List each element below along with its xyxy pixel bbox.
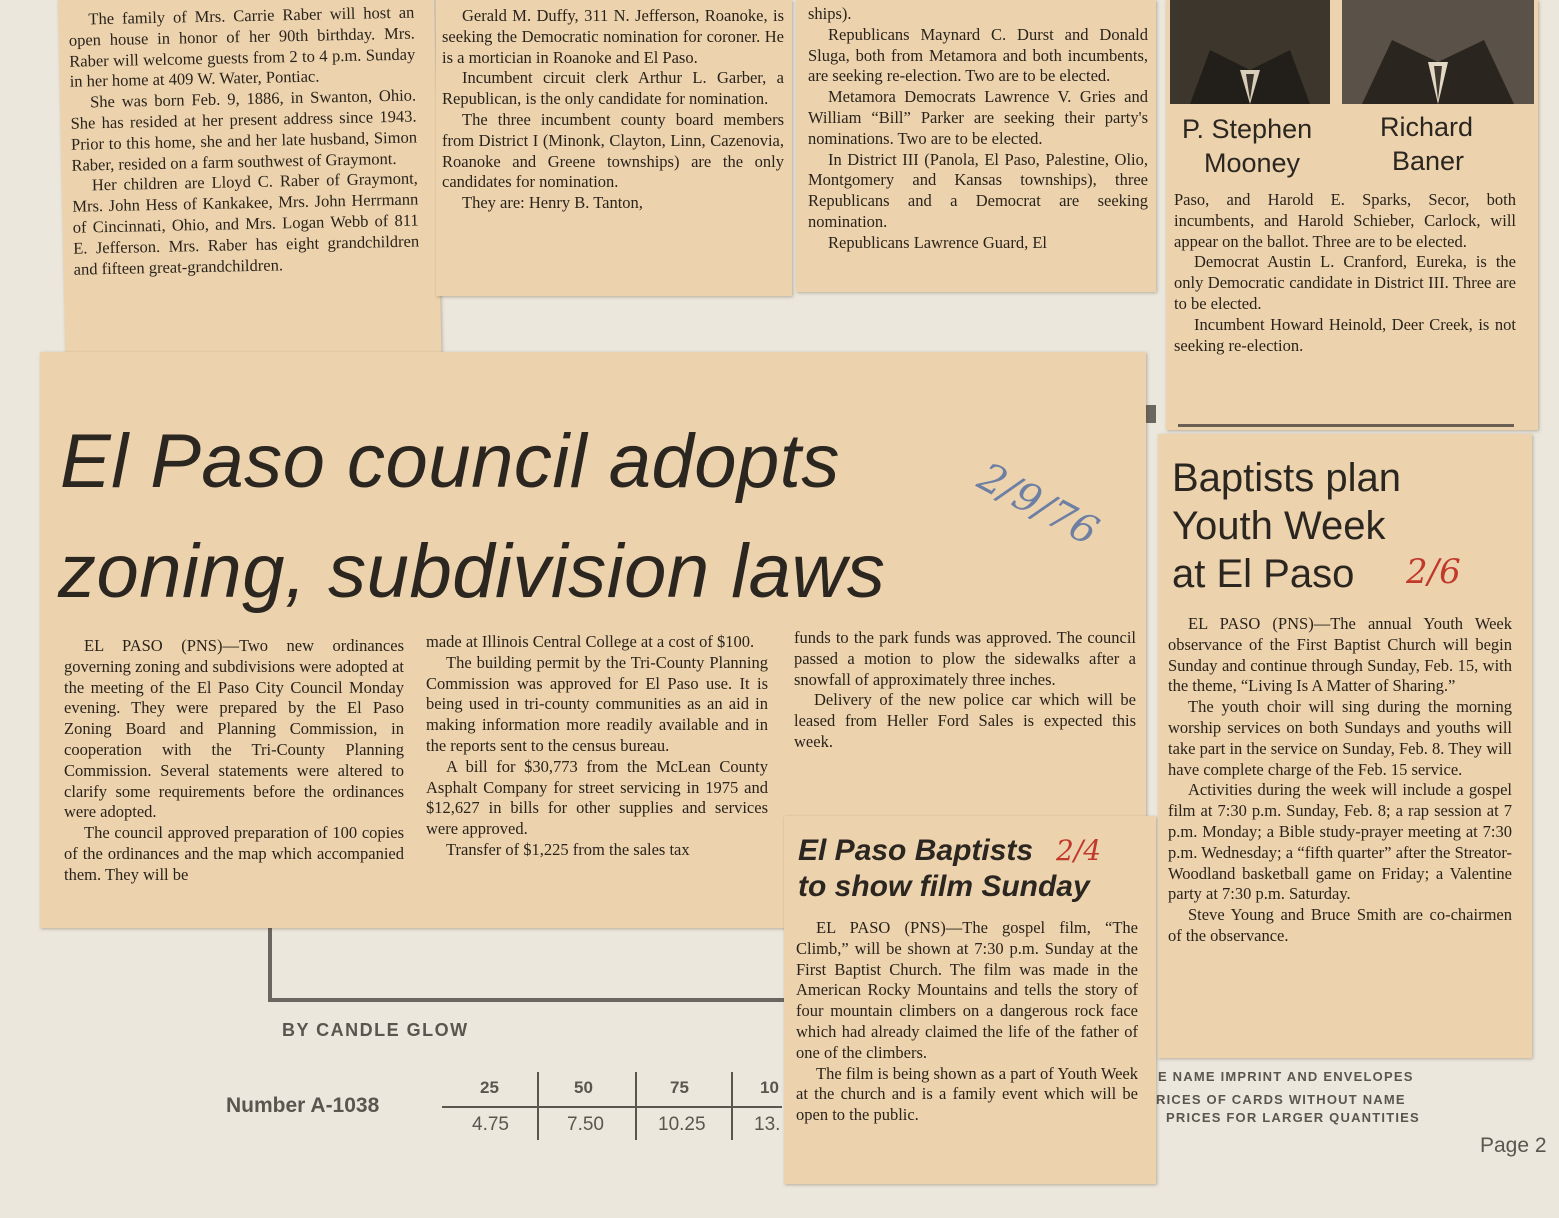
article-paragraph: Incumbent Howard Heinold, Deer Creek, is not seeking re-election. bbox=[1174, 314, 1516, 355]
candidate-name: Baner bbox=[1392, 146, 1465, 176]
handwritten-date: 2/6 bbox=[1406, 552, 1461, 592]
page-number: Page 2 bbox=[1480, 1134, 1547, 1157]
price-value: 4.75 bbox=[472, 1114, 509, 1135]
article-paragraph: Her children are Lloyd C. Raber of Graymont, Mrs. John Hess of Kankakee, Mrs. John Herrmann of Cincinnati, Ohio, and Mrs. Logan Webb of 811 E. Jefferson. Mrs. Raber has eight grandchildren and fifteen great-grandchildren. bbox=[72, 168, 420, 279]
price-value: 10.25 bbox=[658, 1114, 706, 1135]
brand-label: BY CANDLE GLOW bbox=[282, 1020, 469, 1040]
price-table-divider bbox=[731, 1072, 733, 1140]
clipping-candidate-photos bbox=[1166, 0, 1538, 430]
article-paragraph: The council approved preparation of 100 copies of the ordinances and the map which accompanied them. They will be bbox=[64, 823, 404, 884]
price-header: 10 bbox=[760, 1078, 779, 1097]
article-paragraph: made at Illinois Central College at a cost of $100. bbox=[426, 632, 755, 651]
primary-right-body bbox=[808, 4, 1148, 254]
article-paragraph: The building permit by the Tri-County Planning Commission was approved for El Paso use. It is being used in tri-county communities as an aid in making information more readily available and in the reports sent to the census bureau. bbox=[426, 652, 768, 755]
council-column-3 bbox=[794, 628, 1136, 753]
candidate-photo-image bbox=[1342, 0, 1534, 104]
article-paragraph: Gerald M. Duffy, 311 N. Jefferson, Roanoke, is seeking the Democratic nomination for coroner. He is a mortician in Roanoke and El Paso. bbox=[442, 6, 784, 67]
article-paragraph: Steve Young and Bruce Smith are co-chairmen of the observance. bbox=[1168, 905, 1512, 945]
imprint-note: PRICES FOR LARGER QUANTITIES bbox=[1166, 1110, 1420, 1125]
price-table-divider bbox=[537, 1072, 539, 1140]
council-headline: zoning, subdivision laws bbox=[58, 529, 886, 614]
article-paragraph: Republicans Lawrence Guard, El bbox=[828, 232, 1047, 252]
article-paragraph: They are: Henry B. Tanton, bbox=[462, 193, 643, 213]
article-paragraph: funds to the park funds was approved. The council passed a motion to plow the sidewalks after a snowfall of approximately three inches. bbox=[794, 628, 1136, 689]
youth-headline: Baptists plan bbox=[1172, 456, 1402, 500]
article-paragraph: Metamora Democrats Lawrence V. Gries and William “Bill” Parker are seeking their party's nominations. Two are to be elected. bbox=[808, 87, 1148, 148]
article-paragraph: Delivery of the new police car which will be leased from Heller Ford Sales is expected this week. bbox=[794, 690, 1136, 751]
council-headline: El Paso council adopts bbox=[60, 419, 840, 504]
column-rule bbox=[1178, 424, 1514, 427]
candidates-body bbox=[1174, 190, 1516, 356]
clipping-baptists-film bbox=[784, 816, 1156, 1184]
imprint-note: RICES OF CARDS WITHOUT NAME bbox=[1156, 1092, 1406, 1107]
article-paragraph: Paso, and Harold E. Sparks, Secor, both incumbents, and Harold Schieber, Carlock, will appear on the ballot. Three are to be elected. bbox=[1174, 190, 1516, 251]
handwritten-date: 2/4 bbox=[1056, 834, 1102, 867]
article-paragraph: The family of Mrs. Carrie Raber will host an open house in honor of her 90th birthday. Mrs. Raber will welcome guests from 2 to 4 p.m. Sunday in her home at 409 W. Water, Pontiac. bbox=[68, 2, 416, 92]
youth-headline: at El Paso bbox=[1172, 552, 1355, 596]
article-paragraph: Democrat Austin L. Cranford, Eureka, is the only Democratic candidate in District III. Three are to be elected. bbox=[1174, 252, 1516, 313]
film-article-body bbox=[796, 918, 1138, 1126]
film-headline: El Paso Baptists bbox=[798, 834, 1034, 867]
article-paragraph: She was born Feb. 9, 1886, in Swanton, Ohio. She has resided at her present address since 1943. Prior to this home, she and her late husband, Simon Raber, resided on a farm southwest of Graymont. bbox=[70, 85, 418, 175]
raber-article-body bbox=[68, 3, 420, 281]
clipping-primary-candidates bbox=[436, 0, 792, 296]
number-label: Number A-1038 bbox=[226, 1094, 380, 1117]
candidate-photo bbox=[1170, 0, 1330, 104]
candidate-photo bbox=[1342, 0, 1534, 104]
handwritten-date: 2/9/76 bbox=[970, 454, 1106, 556]
primary-middle-body bbox=[442, 6, 784, 214]
article-paragraph: Incumbent circuit clerk Arthur L. Garber, a Republican, is the only candidate for nomination. bbox=[442, 68, 784, 109]
candidate-name: Mooney bbox=[1204, 148, 1301, 178]
article-paragraph: The three incumbent county board members from District I (Minonk, Clayton, Linn, Cazenovia, Roanoke and Greene townships) are the only candidates for nomination. bbox=[442, 109, 784, 192]
article-paragraph: Activities during the week will include a gospel film at 7:30 p.m. Sunday, Feb. 8; a rap session at 7 p.m. Monday; a Bible study-prayer meeting at 7:30 p.m. Wednesday; a “fifth quarter” after the Streator-Woodland basketball game on Friday; a Valentine party at 7:30 p.m. Saturday. bbox=[1168, 780, 1512, 904]
clipping-youth-week bbox=[1158, 434, 1532, 1058]
article-paragraph: Republicans Maynard C. Durst and Donald Sluga, both from Metamora and both incumbents, are seeking re-election. Two are to be elected. bbox=[808, 24, 1148, 86]
council-column-1 bbox=[64, 636, 404, 886]
price-table-divider bbox=[635, 1072, 637, 1140]
article-paragraph: A bill for $30,773 from the McLean County Asphalt Company for street servicing in 1975 and $12,627 in bills for other supplies and services were approved. bbox=[426, 756, 768, 839]
page-border-right bbox=[1146, 405, 1156, 423]
article-paragraph: EL PASO (PNS)—The annual Youth Week observance of the First Baptist Church will begin Sunday and continue through Sunday, Feb. 15, with the theme, “Living Is A Matter of Sharing.” bbox=[1168, 614, 1512, 696]
article-paragraph: EL PASO (PNS)—Two new ordinances governing zoning and subdivisions were adopted at the meeting of the El Paso City Council Monday evening. They were prepared by the El Paso Zoning Board and Planning Commission, in cooperation with the Tri-County Planning Commission. Several statements were altered to clarify some requirements before the ordinances were adopted. bbox=[64, 636, 404, 822]
price-table bbox=[442, 1072, 782, 1142]
article-paragraph: In District III (Panola, El Paso, Palestine, Olio, Montgomery and Kansas townships), three Republicans and a Democrat are seeking nomination. bbox=[808, 149, 1148, 231]
price-value: 7.50 bbox=[567, 1114, 604, 1135]
candidate-name: P. Stephen bbox=[1182, 114, 1313, 144]
article-paragraph: ships). bbox=[808, 4, 852, 23]
price-header: 25 bbox=[480, 1078, 499, 1097]
youth-article-body bbox=[1168, 614, 1512, 947]
clipping-raber-birthday bbox=[58, 0, 442, 404]
council-column-2 bbox=[426, 632, 768, 861]
article-paragraph: The youth choir will sing during the morning worship services on both Sundays and youths will take part in the service on Sunday, Feb. 8. They will have complete charge of the Feb. 15 service. bbox=[1168, 697, 1512, 779]
article-paragraph: The film is being shown as a part of Youth Week at the church and is a family event which will be open to the public. bbox=[796, 1063, 1138, 1125]
candidate-photo-image bbox=[1170, 0, 1330, 104]
price-value: 13. bbox=[754, 1114, 781, 1135]
article-paragraph: EL PASO (PNS)—The gospel film, “The Climb,” will be shown at 7:30 p.m. Sunday at the First Baptist Church. The film was made in the American Rocky Mountains and tells the story of four mountain climbers on a dangerous rock face which had already claimed the life of the father of one of the climbers. bbox=[796, 918, 1138, 1062]
price-header: 50 bbox=[574, 1078, 593, 1097]
price-header: 75 bbox=[670, 1078, 689, 1097]
clipping-primary-continued bbox=[796, 0, 1156, 292]
article-paragraph: Transfer of $1,225 from the sales tax bbox=[446, 839, 690, 859]
film-headline: to show film Sunday bbox=[798, 870, 1090, 903]
candidate-name: Richard bbox=[1380, 112, 1474, 142]
youth-headline: Youth Week bbox=[1172, 504, 1386, 548]
imprint-note: E NAME IMPRINT AND ENVELOPES bbox=[1158, 1069, 1414, 1084]
